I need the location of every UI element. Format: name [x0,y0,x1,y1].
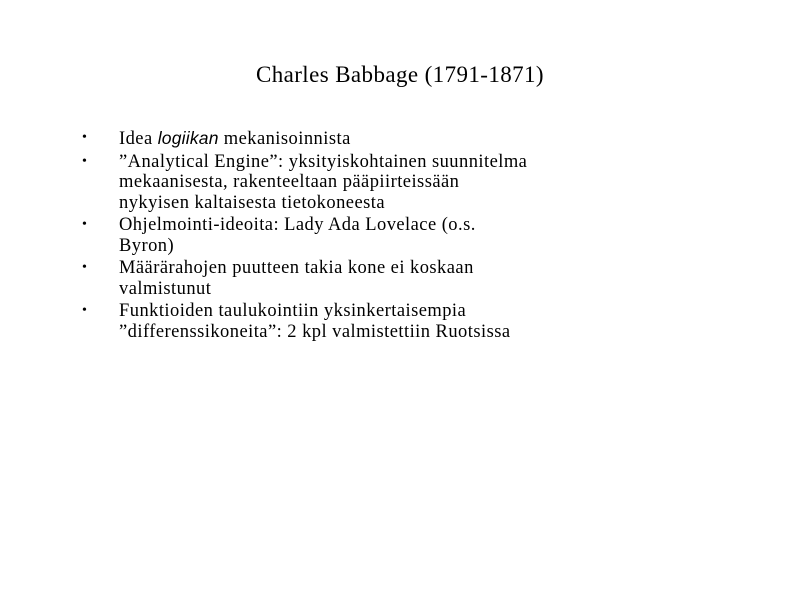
bullet-text-line: ”Analytical Engine”: yksityiskohtainen suunnitelma [119,151,528,172]
bullet-text-line: mekaanisesta, rakenteeltaan pääpiirteissään [119,172,460,192]
bullet-list [78,128,758,344]
bullet-item-programming [78,215,758,256]
bullet-text-post: mekanisoinnista [218,129,351,149]
bullet-icon: • [82,217,88,232]
bullet-item-funding [78,258,758,299]
bullet-text-line: ”differenssikoneita”: 2 kpl valmistettiin Ruotsissa [119,321,511,342]
bullet-text-pre: Idea [119,129,158,149]
bullet-icon: • [82,303,88,318]
bullet-text-emphasis: logiikan [157,128,219,148]
bullet-text-line: Funktioiden taulukointiin yksinkertaisempia [119,301,467,321]
bullet-text-line: Määrärahojen puutteen takia kone ei koskaan [119,258,474,278]
bullet-text [119,128,758,150]
bullet-text-line: valmistunut [119,278,212,299]
slide-title: Charles Babbage (1791-1871) [255,62,544,87]
bullet-icon: • [82,260,88,275]
bullet-text-line: Byron) [119,235,175,256]
bullet-icon: • [82,153,88,169]
bullet-text-line: Ohjelmointi-ideoita: Lady Ada Lovelace (o.s. [119,215,476,235]
bullet-item-analytical-engine [78,152,758,214]
bullet-item-logic [78,128,758,150]
bullet-text-line: nykyisen kaltaisesta tietokoneesta [119,192,386,213]
bullet-icon: • [82,130,88,145]
bullet-item-difference-engines [78,301,758,342]
